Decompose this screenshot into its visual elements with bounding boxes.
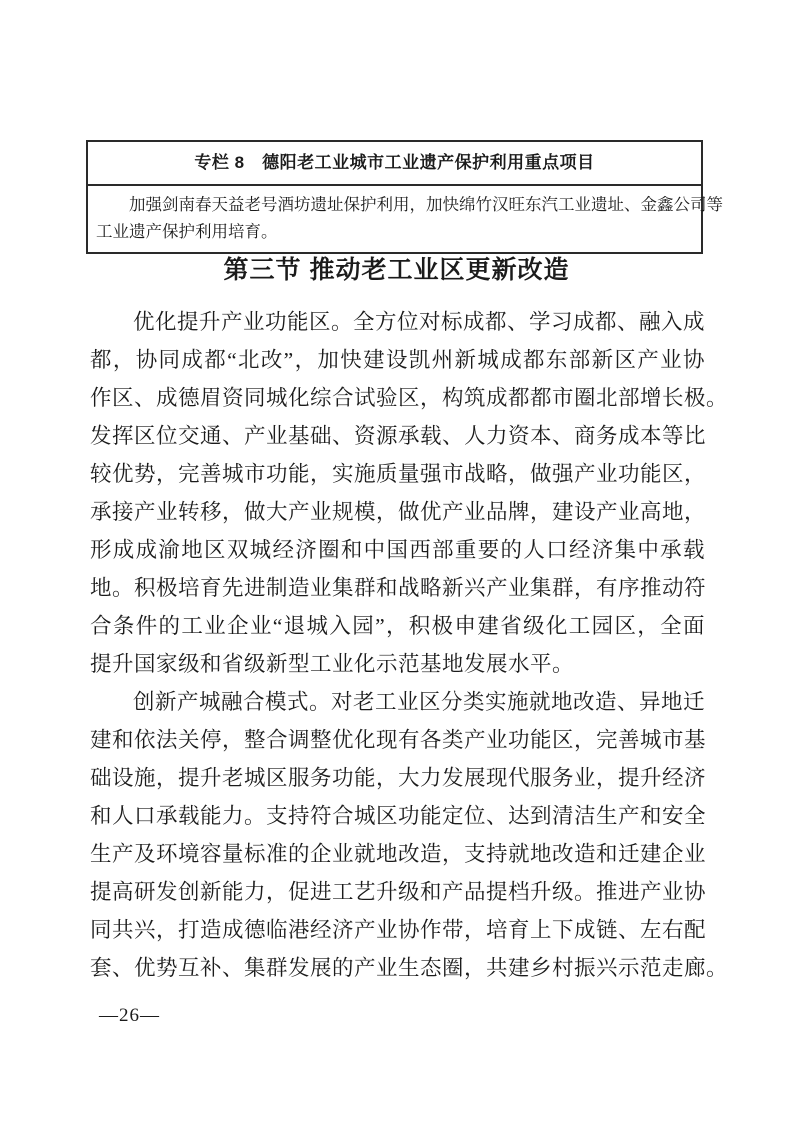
- text-line: 工业遗产保护利用培育。: [96, 222, 278, 241]
- paragraph-1: [90, 303, 729, 683]
- text-line: 合条件的工业企业“退城入园”，积极申建省级化工园区，全面: [90, 614, 705, 638]
- text-line: 形成成渝地区双城经济圈和中国西部重要的人口经济集中承载: [90, 538, 705, 562]
- text-line: 创新产城融合模式。对老工业区分类实施就地改造、异地迁: [133, 690, 706, 714]
- text-line: 加强剑南春天益老号酒坊遗址保护利用，加快绵竹汉旺东汽工业遗址、金鑫公司等: [129, 195, 723, 214]
- text-line: 发挥区位交通、产业基础、资源承载、人力资本、商务成本等比: [90, 424, 707, 448]
- paragraph-2: [90, 683, 729, 987]
- text-line: 和人口承载能力。支持符合城区功能定位、达到清洁生产和安全: [90, 804, 707, 828]
- text-line: 优化提升产业功能区。全方位对标成都、学习成都、融入成: [133, 310, 706, 334]
- text-line: 提升国家级和省级新型工业化示范基地发展水平。: [90, 652, 575, 676]
- text-line: 承接产业转移，做大产业规模，做优产业品牌，建设产业高地，: [90, 500, 707, 524]
- text-line: 套、优势互补、集群发展的产业生态圈，共建乡村振兴示范走廊。: [90, 956, 729, 980]
- text-line: 地。积极培育先进制造业集群和战略新兴产业集群，有序推动符: [90, 576, 707, 600]
- body-text: [90, 303, 729, 987]
- callout-title: 专栏 8 德阳老工业城市工业遗产保护利用重点项目: [88, 142, 701, 186]
- callout-box: [86, 140, 723, 254]
- text-line: 生产及环境容量标准的企业就地改造，支持就地改造和迁建企业: [90, 842, 707, 866]
- text-line: 提高研发创新能力，促进工艺升级和产品提档升级。推进产业协: [90, 880, 707, 904]
- text-line: 础设施，提升老城区服务功能，大力发展现代服务业，提升经济: [90, 766, 707, 790]
- text-line: 较优势，完善城市功能，实施质量强市战略，做强产业功能区，: [90, 462, 707, 486]
- text-line: 作区、成德眉资同城化综合试验区，构筑成都都市圈北部增长极。: [90, 386, 729, 410]
- text-line: 建和依法关停，整合调整优化现有各类产业功能区，完善城市基: [90, 728, 707, 752]
- callout-body: [88, 186, 723, 252]
- page-number: —26—: [99, 1005, 160, 1026]
- text-line: 同共兴，打造成德临港经济产业协作带，培育上下成链、左右配: [90, 918, 707, 942]
- section-heading: 第三节 推动老工业区更新改造: [223, 256, 570, 284]
- text-line: 都，协同成都“北改”，加快建设凯州新城成都东部新区产业协: [90, 348, 705, 372]
